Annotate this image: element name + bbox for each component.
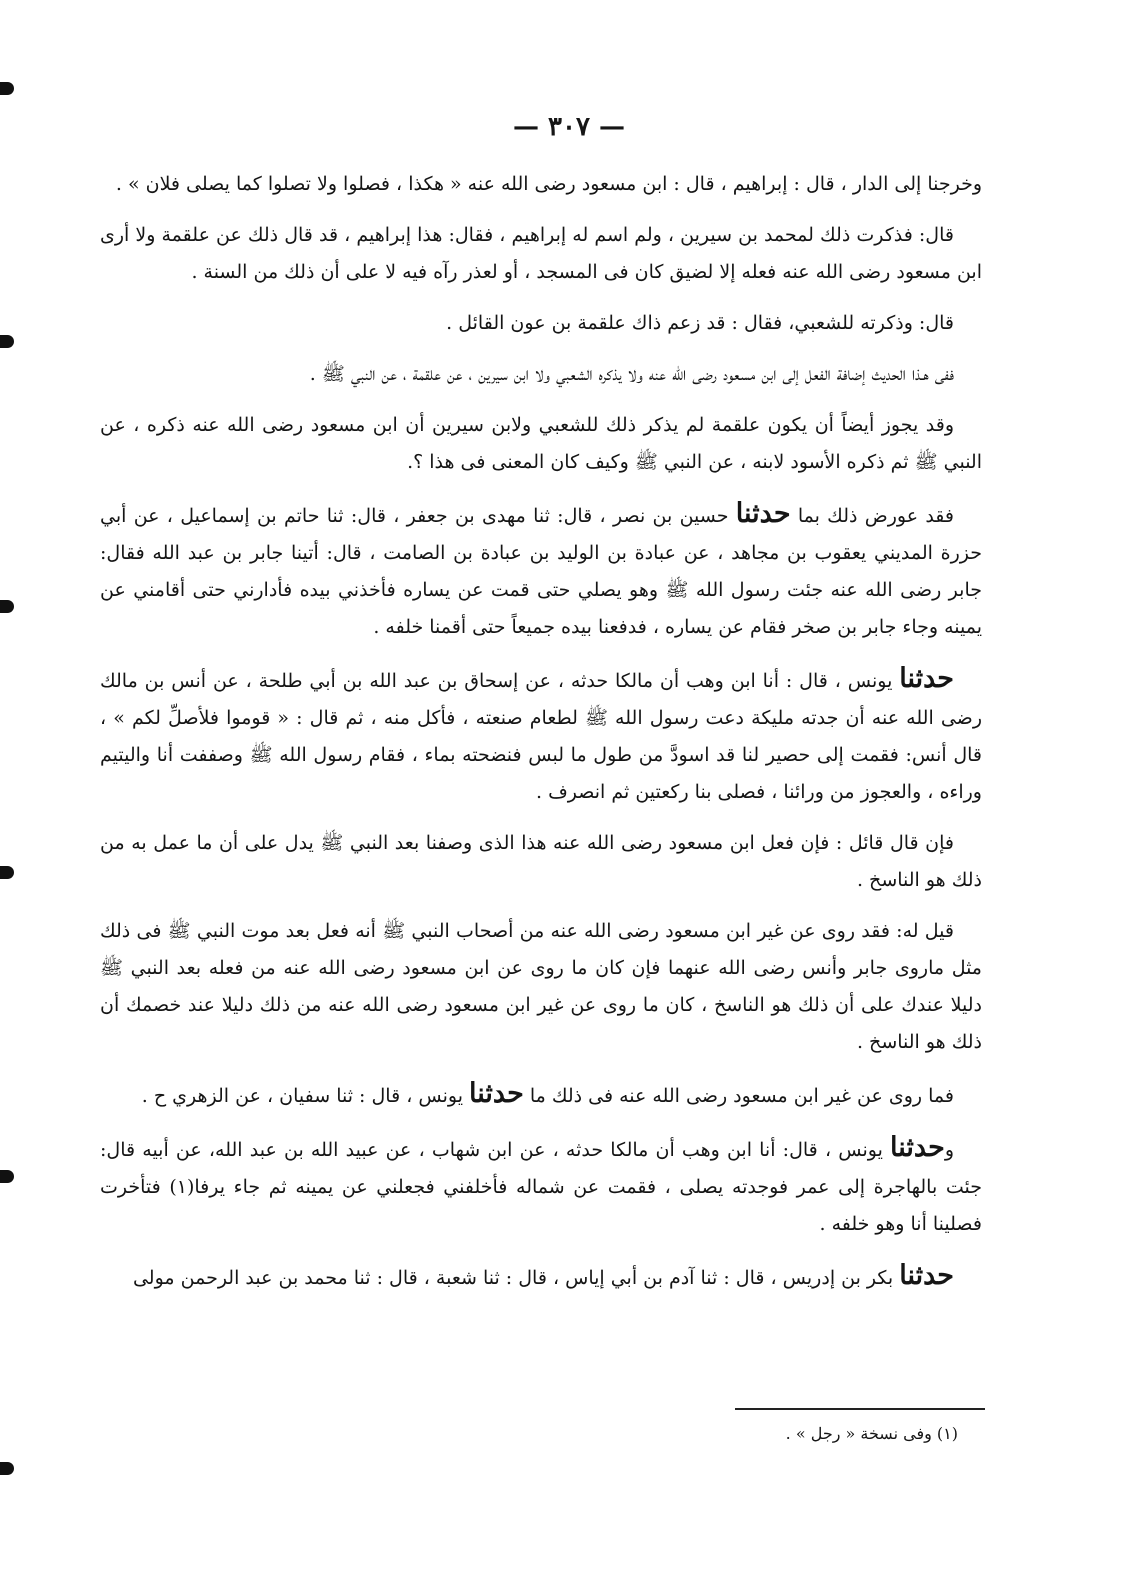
hadith-heading: حدثنا — [735, 498, 791, 529]
paragraph: وحدثنا يونس ، قال: أنا ابن وهب أن مالكا حدثه ، عن ابن شهاب ، عن عبيد الله بن عبد الله، عن أبيه قال: جئت بالهاجرة إلى عمر فوجدته يصلى ، فقمت عن شماله فأخلفني فجعلني عن يمينه ثم جاء يرفا(١) فتأخرت فصلينا أنا وهو خلفه . — [100, 1132, 982, 1235]
binding-mark — [0, 335, 14, 348]
paragraph: وقد يجوز أيضاً أن يكون علقمة لم يذكر ذلك للشعبي ولابن سيرين أن ابن مسعود رضى الله عنه ذكره ، عن النبي ﷺ ثم ذكره الأسود لابنه ، عن النبي ﷺ وكيف كان المعنى فى هذا ؟. — [100, 414, 982, 473]
body-text — [100, 166, 982, 1311]
hadith-heading: حدثنا — [469, 1078, 524, 1109]
hadith-heading: حدثنا — [899, 1260, 954, 1291]
hadith-heading: حدثنا — [899, 663, 954, 694]
hadith-heading: حدثنا — [890, 1132, 945, 1163]
binding-mark — [0, 82, 14, 95]
binding-mark — [0, 1170, 14, 1183]
paragraph: قال: فذكرت ذلك لمحمد بن سيرين ، ولم اسم له إبراهيم ، فقال: هذا إبراهيم ، قد قال ذلك عن علقمة ولا أرى ابن مسعود رضى الله عنه فعله إلا لضيق كان فى المسجد ، أو لعذر رآه فيه لا على أن ذلك من السنة . — [100, 224, 982, 283]
paragraph: حدثنا بكر بن إدريس ، قال : ثنا آدم بن أبي إياس ، قال : ثنا شعبة ، قال : ثنا محمد بن عبد الرحمن مولى — [132, 1260, 954, 1291]
paragraph: فما روى عن غير ابن مسعود رضى الله عنه فى ذلك ما حدثنا يونس ، قال : ثنا سفيان ، عن الزهري ح . — [141, 1078, 954, 1109]
binding-mark — [0, 866, 14, 879]
paragraph: ففى هـذا الحديث إضافة الفعل إلى ابن مسعود رضى الله عنه ولا يذكره الشعبي ولا ابن سيرين ، عن علقمة ، عن النبي ﷺ . — [309, 363, 954, 385]
paragraph: قيل له: فقد روى عن غير ابن مسعود رضى الله عنه من أصحاب النبي ﷺ أنه فعل بعد موت النبي ﷺ فى ذلك مثل ماروى جابر وأنس رضى الله عنهما فإن كان ما روى عن ابن مسعود رضى الله عنه من فعله بعد النبي ﷺ دليلا عندك على أن ذلك هو الناسخ ، كان ما روى عن غير ابن مسعود رضى الله عنه من ذلك دليلا عند خصمك أن ذلك هو الناسخ . — [100, 920, 982, 1053]
binding-mark — [0, 1462, 14, 1475]
footnote: (١) وفى نسخة « رجل » . — [785, 1424, 958, 1443]
paragraph: فإن قال قائل : فإن فعل ابن مسعود رضى الله عنه هذا الذى وصفنا بعد النبي ﷺ يدل على أن ما عمل به من ذلك هو الناسخ . — [100, 832, 982, 891]
page-number: — ٣٠٧ — — [512, 112, 626, 142]
binding-mark — [0, 600, 14, 613]
paragraph: فقد عورض ذلك بما حدثنا حسين بن نصر ، قال: ثنا مهدى بن جعفر ، قال: ثنا حاتم بن إسماعيل ، عن أبي حزرة المديني يعقوب بن مجاهد ، عن عبادة بن الوليد بن عبادة بن الصامت ، قال: أتينا جابر بن عبد الله فقال: جابر رضى الله عنه جئت رسول الله ﷺ وهو يصلي حتى قمت عن يساره فأخذني بيده فأدارني حتى أقامني عن يمينه وجاء جابر بن صخر فقام عن يساره ، فدفعنا بيده جميعاً حتى أقمنا خلفه . — [100, 498, 982, 638]
paragraph: وخرجنا إلى الدار ، قال : إبراهيم ، قال : ابن مسعود رضى الله عنه « هكذا ، فصلوا ولا تصلوا كما يصلى فلان » . — [115, 173, 982, 195]
paragraph: قال: وذكرته للشعبي، فقال : قد زعم ذاك علقمة بن عون القائل . — [446, 312, 954, 334]
footnote-rule — [735, 1408, 985, 1410]
paragraph: حدثنا يونس ، قال : أنا ابن وهب أن مالكا حدثه ، عن إسحاق بن عبد الله بن أبي طلحة ، عن أنس بن مالك رضى الله عنه أن جدته مليكة دعت رسول الله ﷺ لطعام صنعته ، فأكل منه ، ثم قال : « قوموا فلأصلِّ لكم » ، قال أنس: فقمت إلى حصير لنا قد اسودَّ من طول ما لبس فنضحته بماء ، فقام رسول الله ﷺ وصففت أنا واليتيم وراءه ، والعجوز من ورائنا ، فصلى بنا ركعتين ثم انصرف . — [100, 663, 982, 803]
